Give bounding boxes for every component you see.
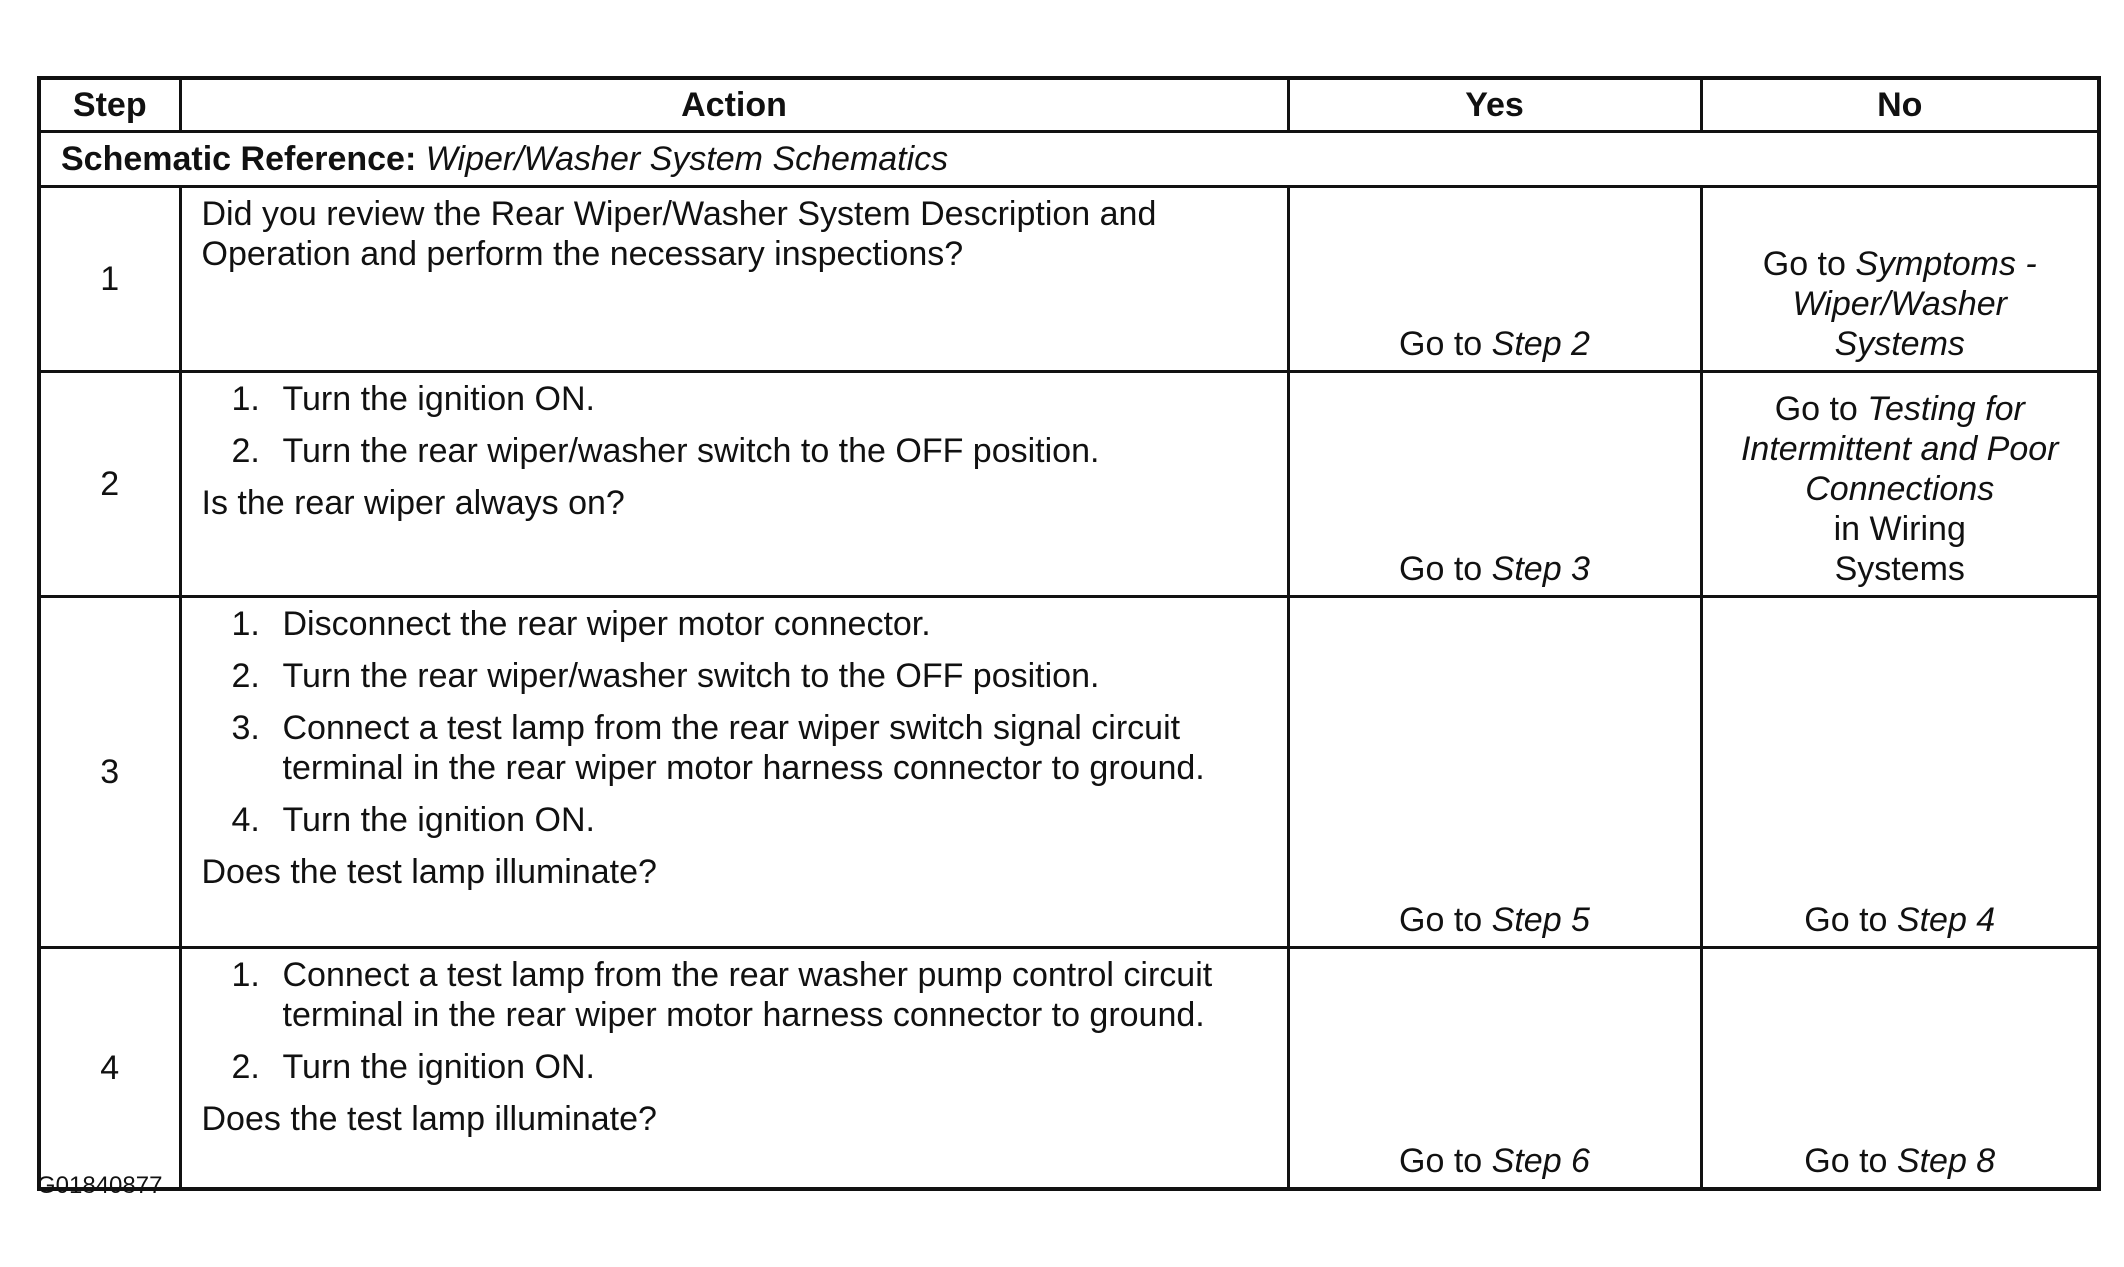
no-suffix-line: in Wiring xyxy=(1833,510,1966,548)
action-step: 2. Turn the ignition ON. xyxy=(231,1048,595,1086)
action-cell xyxy=(180,187,1288,372)
yes-prefix: Go to xyxy=(1399,901,1483,939)
yes-cell xyxy=(1288,372,1701,597)
no-prefix: Go to xyxy=(1804,901,1888,939)
diagnostic-table-container xyxy=(37,76,2097,1191)
action-cell xyxy=(180,948,1288,1190)
no-step-link[interactable]: Step 4 xyxy=(1896,901,1996,939)
step-number: 2 xyxy=(39,372,180,597)
header-action: Action xyxy=(180,78,1288,132)
no-prefix: Go to xyxy=(1774,390,1858,428)
action-step: 1. Turn the ignition ON. xyxy=(231,380,595,418)
schematic-reference-row xyxy=(39,132,2099,187)
no-cell xyxy=(1701,948,2099,1190)
table-row xyxy=(39,597,2099,948)
no-suffix-line: Systems xyxy=(1834,550,1965,588)
diagnostic-table xyxy=(37,76,2101,1191)
action-step: 2. Turn the rear wiper/washer switch to the OFF position. xyxy=(231,432,1100,470)
table-row xyxy=(39,948,2099,1190)
no-step-link[interactable]: Step 8 xyxy=(1896,1142,1996,1180)
yes-step-link[interactable]: Step 2 xyxy=(1491,325,1590,363)
yes-cell xyxy=(1288,187,1701,372)
action-question: Does the test lamp illuminate? xyxy=(201,853,657,891)
no-link-line[interactable]: Symptoms - xyxy=(1855,245,2037,283)
header-step: Step xyxy=(39,78,180,132)
action-step: 3. Connect a test lamp from the rear wiper switch signal circuit terminal in the rear wiper motor harness connector to ground. xyxy=(231,709,1205,787)
action-step: 1. Disconnect the rear wiper motor connector. xyxy=(231,605,931,643)
yes-step-link[interactable]: Step 5 xyxy=(1491,901,1590,939)
action-question: Did you review the Rear Wiper/Washer System Description and Operation and perform the necessary inspections? xyxy=(201,195,1157,273)
header-row xyxy=(39,78,2099,132)
yes-cell xyxy=(1288,597,1701,948)
action-cell xyxy=(180,372,1288,597)
step-number: 1 xyxy=(39,187,180,372)
no-cell xyxy=(1701,372,2099,597)
action-step-list xyxy=(202,604,1271,840)
yes-step-link[interactable]: Step 6 xyxy=(1491,1142,1590,1180)
yes-prefix: Go to xyxy=(1399,550,1483,588)
action-question: Is the rear wiper always on? xyxy=(201,484,625,522)
yes-cell xyxy=(1288,948,1701,1190)
action-step: 2. Turn the rear wiper/washer switch to the OFF position. xyxy=(231,657,1100,695)
step-number: 4 xyxy=(39,948,180,1190)
table-row xyxy=(39,187,2099,372)
no-prefix: Go to xyxy=(1804,1142,1888,1180)
no-link-line[interactable]: Intermittent and Poor xyxy=(1740,430,2059,468)
no-cell xyxy=(1701,187,2099,372)
action-step-list xyxy=(202,955,1271,1087)
no-prefix: Go to xyxy=(1762,245,1846,283)
figure-id: G01840877 xyxy=(37,1172,163,1199)
action-question: Does the test lamp illuminate? xyxy=(201,1100,657,1138)
schematic-reference-label: Schematic Reference: xyxy=(61,140,417,178)
schematic-reference-cell xyxy=(39,132,2099,187)
yes-prefix: Go to xyxy=(1399,325,1483,363)
table-row xyxy=(39,372,2099,597)
yes-step-link[interactable]: Step 3 xyxy=(1491,550,1590,588)
no-link-line[interactable]: Testing for xyxy=(1867,390,2025,428)
action-cell xyxy=(180,597,1288,948)
no-link-line[interactable]: Wiper/Washer xyxy=(1792,285,2007,323)
action-step-list xyxy=(202,379,1271,471)
header-no: No xyxy=(1701,78,2099,132)
no-cell xyxy=(1701,597,2099,948)
no-link-line[interactable]: Systems xyxy=(1834,325,1965,363)
yes-prefix: Go to xyxy=(1399,1142,1483,1180)
header-yes: Yes xyxy=(1288,78,1701,132)
schematic-reference-link[interactable]: Wiper/Washer System Schematics xyxy=(425,140,949,178)
no-link-line[interactable]: Connections xyxy=(1805,470,1995,508)
action-step: 1. Connect a test lamp from the rear washer pump control circuit terminal in the rear wiper motor harness connector to ground. xyxy=(231,956,1213,1034)
action-step: 4. Turn the ignition ON. xyxy=(231,801,595,839)
step-number: 3 xyxy=(39,597,180,948)
